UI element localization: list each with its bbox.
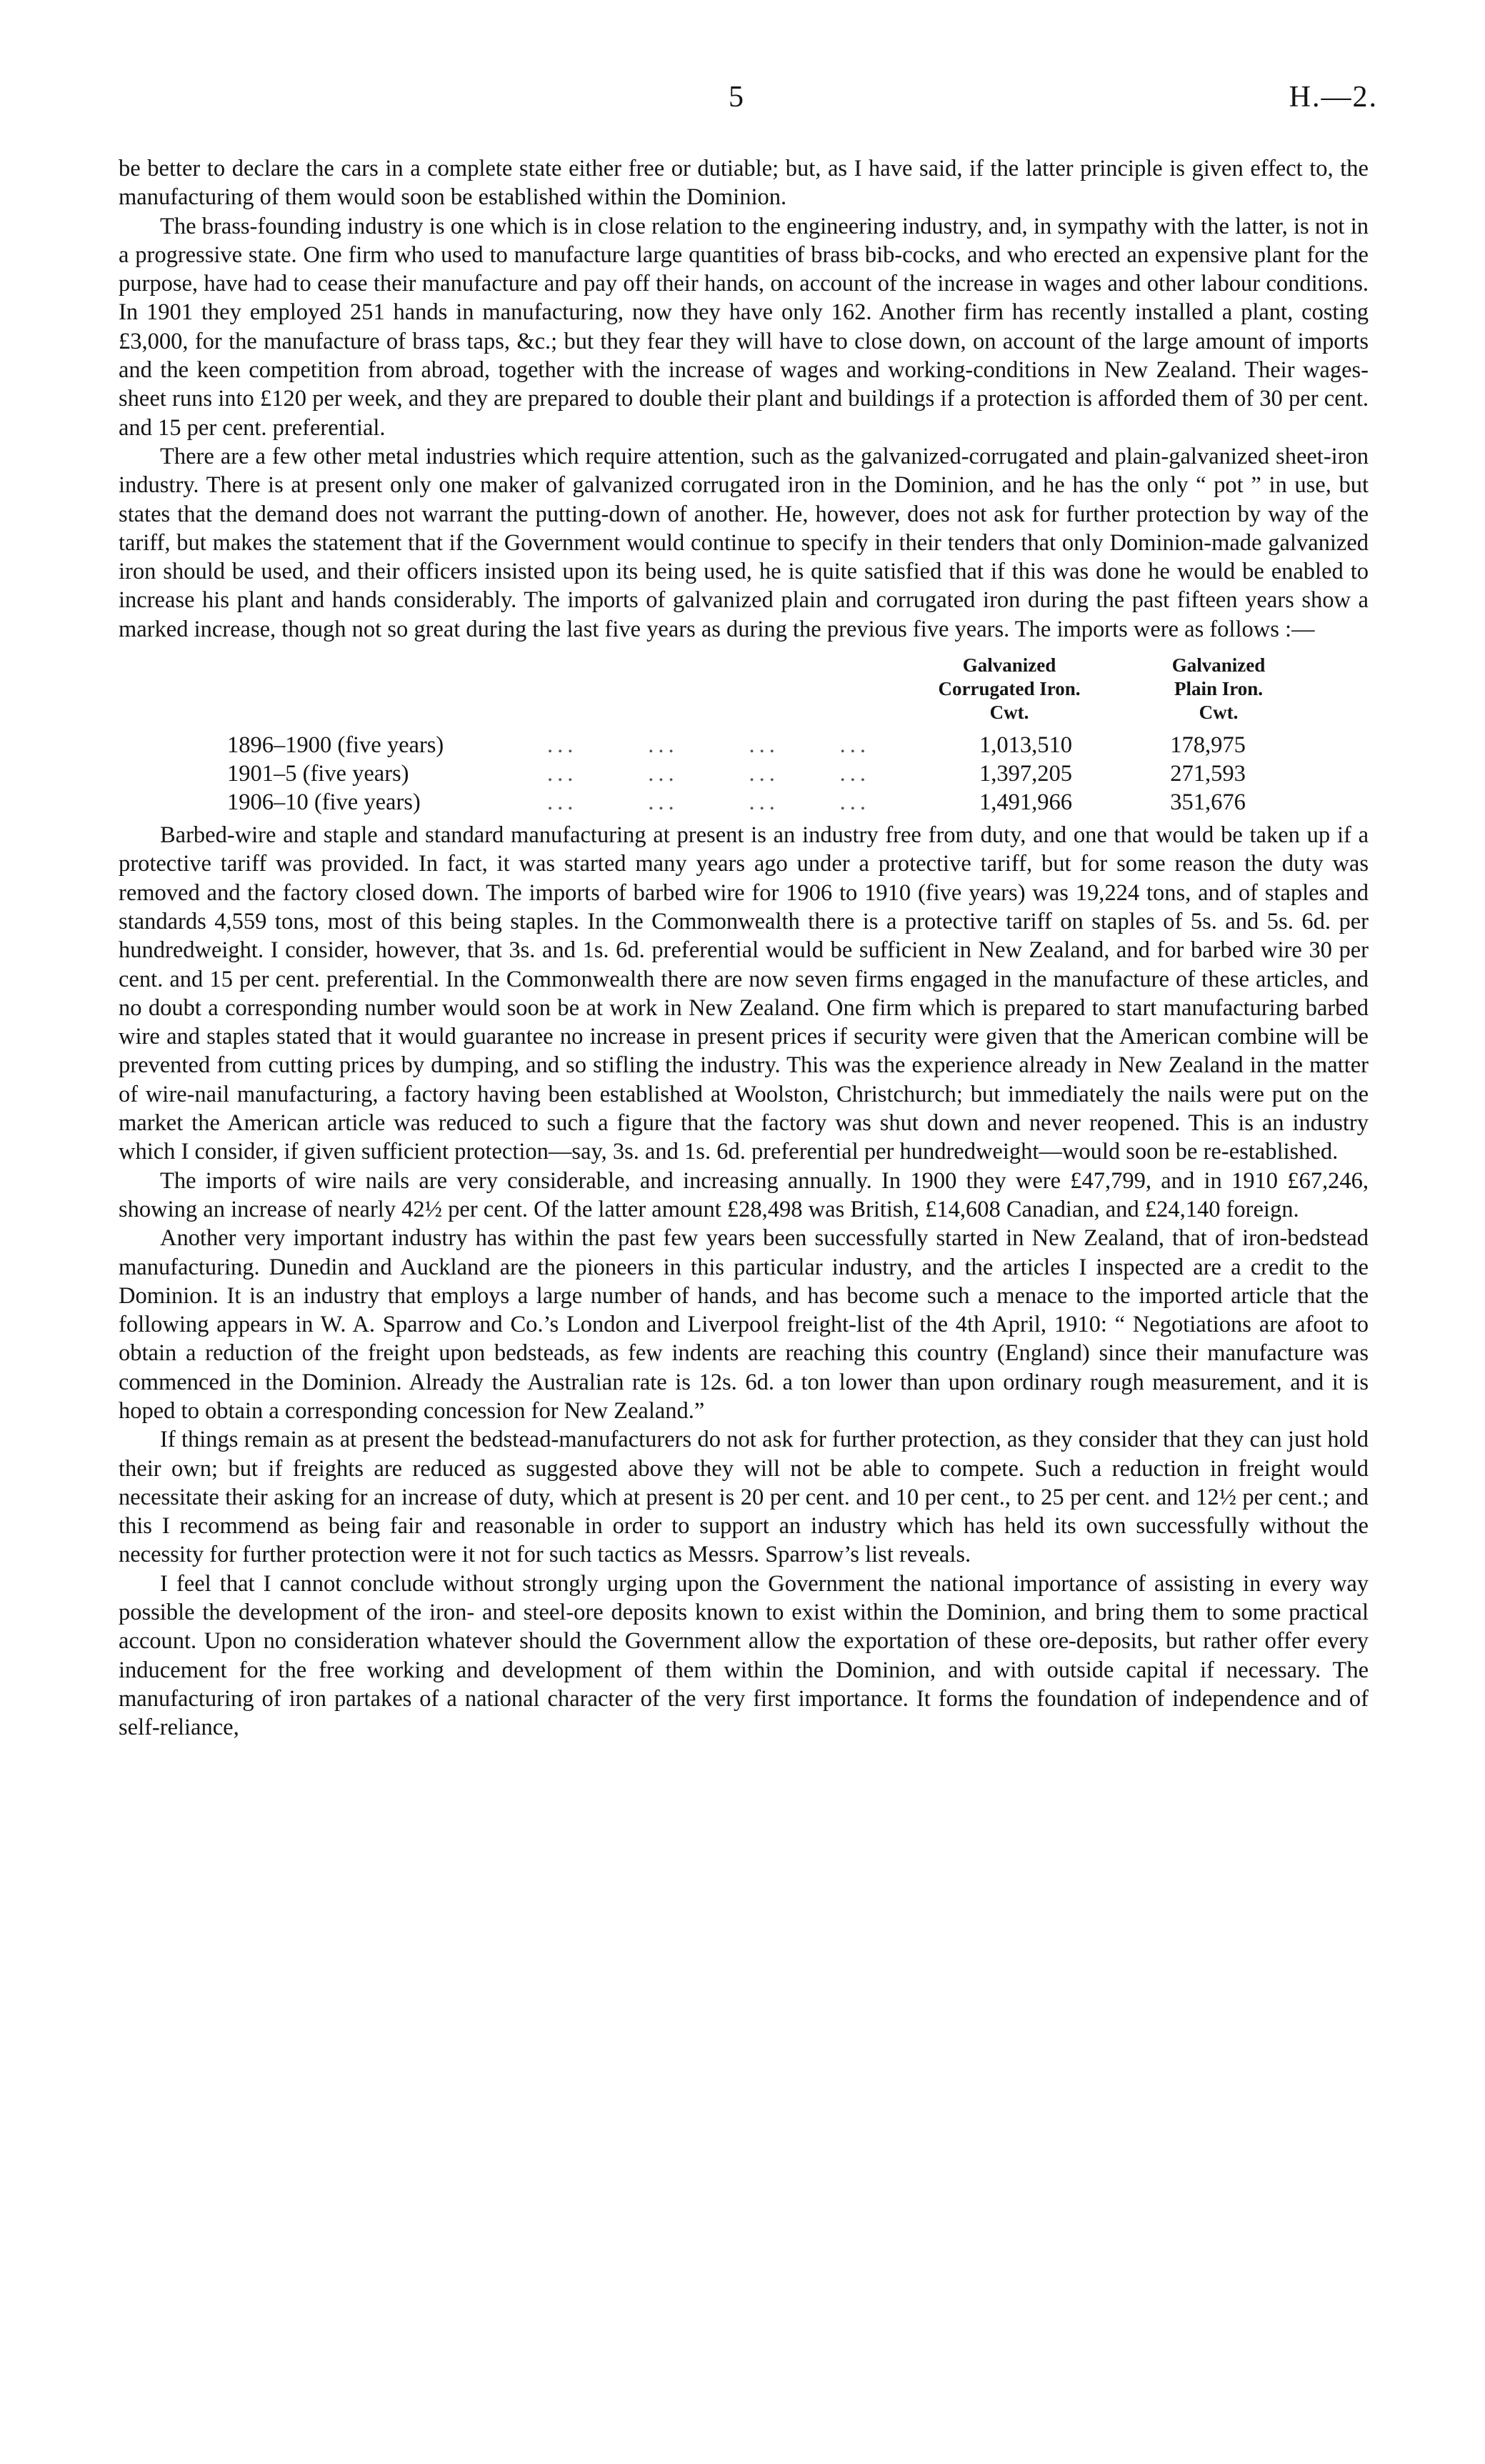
leader-dots: ... ... ... ... <box>547 761 870 787</box>
imports-table <box>119 654 1369 817</box>
paragraph-iron-bedsteads: Another very important industry has within the past few years been successfully started in New Zealand, that of iron-bedstead manufacturing. Dunedin and Auckland are the pioneers in this particular industry, and the articles I inspected are a credit to the Dominion. It is an industry that employs a large number of hands, and has become such a menace to the imported article that the following appears in W. A. Sparrow and Co.’s London and Liverpool freight-list of the 4th April, 1910: “ Negotiations are afoot to obtain a reduction of the freight upon bedsteads, as few indents are reaching this country (England) since their manufacture was commenced in the Dominion. Already the Australian rate is 12s. 6d. a ton lower than upon ordinary rough measurement, and it is hoped to obtain a corresponding concession for New Zealand.” <box>119 1225 1369 1424</box>
row-corrugated-value: 1,491,966 <box>979 789 1072 816</box>
row-period: 1901–5 (five years) <box>227 761 409 787</box>
row-period: 1906–10 (five years) <box>227 789 421 816</box>
paragraph-wire-nails: The imports of wire nails are very considerable, and increasing annually. In 1900 they were £47,799, and in 1910 £67,246, showing an increase of nearly 42½ per cent. Of the latter amount £28,498 was British, £14,608 Canadian, and £24,140 foreign. <box>119 1167 1369 1222</box>
table-row <box>119 731 1369 759</box>
column-header-line: Galvanized <box>1171 654 1266 677</box>
paragraph-barbed-wire: Barbed-wire and staple and standard manufacturing at present is an industry free from duty, and one that would be taken up if a protective tariff was provided. In fact, it was started many years ago under a protective tariff, but for some reason the duty was removed and the factory closed down. The imports of barbed wire for 1906 to 1910 (five years) was 19,224 tons, and of staples and standards 4,559 tons, most of this being staples. In the Commonwealth there is a protective tariff on staples of 5s. and 5s. 6d. per hundredweight. I consider, however, that 3s. and 1s. 6d. preferential would be sufficient in New Zealand, and for barbed wire 30 per cent. and 15 per cent. preferential. In the Commonwealth there are now seven firms engaged in the manufacture of these articles, and no doubt a corresponding number would soon be at work in New Zealand. One firm which is prepared to start manufacturing barbed wire and staples stated that it would guarantee no increase in present prices if security were given that the American combine will be prevented from cutting prices by dumping, and so stifling the industry. This was the experience already in New Zealand in the matter of wire-nail manufacturing, a factory having been established at Woolston, Christchurch; but immediately the nails were put on the market the American article was reduced to such a figure that the factory was shut down and never reopened. This is an industry which I consider, if given sufficient protection—say, 3s. and 1s. 6d. preferential per hundredweight—would soon be re-established. <box>119 822 1369 1165</box>
row-plain-value: 178,975 <box>1170 732 1246 759</box>
document-body <box>119 154 1369 1742</box>
paragraph-brass-founding: The brass-founding industry is one which is in close relation to the engineering industry, and, in sympathy with the latter, is not in a progressive state. One firm who used to manufacture large quantities of brass bib-cocks, and who erected an expensive plant for the purpose, have had to cease their manufacture and pay off their hands, on account of the increase in wages and other labour conditions. In 1901 they employed 251 hands in manufacturing, now they have only 162. Another firm has recently installed a plant, costing £3,000, for the manufacture of brass taps, &c.; but they fear they will have to close down, on account of the large amount of imports and the keen competition from abroad, together with the increase of wages and working-conditions in New Zealand. Their wages-sheet runs into £120 per week, and they are prepared to double their plant and buildings if a protection is afforded them of 30 per cent. and 15 per cent. preferential. <box>119 213 1369 441</box>
table-row <box>119 788 1369 817</box>
column-header-line: Cwt. <box>989 702 1029 724</box>
page-header <box>0 80 1485 123</box>
row-plain-value: 271,593 <box>1170 761 1246 787</box>
column-header-corrugated <box>906 654 1113 724</box>
table-row <box>119 759 1369 788</box>
leader-dots: ... ... ... ... <box>547 732 870 759</box>
row-plain-value: 351,676 <box>1170 789 1246 816</box>
row-period: 1896–1900 (five years) <box>227 732 444 759</box>
column-header-line: Corrugated Iron. <box>938 678 1081 700</box>
document-reference: H.—2. <box>1289 81 1378 114</box>
column-header-plain <box>1133 654 1304 724</box>
leader-dots: ... ... ... ... <box>547 789 870 816</box>
paragraph-bedstead-protection: If things remain as at present the bedstead-manufacturers do not ask for further protection, as they consider that they can just hold their own; but if freights are reduced as suggested above they will not be able to compete. Such a reduction in freight would necessitate their asking for an increase of duty, which at present is 20 per cent. and 10 per cent., to 25 per cent. and 12½ per cent.; and this I recommend as being fair and reasonable in order to support an industry which has held its own successfully without the necessity for further protection were it not for such tactics as Messrs. Sparrow’s list reveals. <box>119 1427 1369 1568</box>
paragraph-cars-duty: be better to declare the cars in a complete state either free or dutiable; but, as I have said, if the latter principle is given effect to, the manufacturing of them would soon be established within the Dominion. <box>119 156 1369 211</box>
column-header-line: Galvanized <box>962 654 1056 677</box>
column-header-line: Plain Iron. <box>1174 678 1264 700</box>
column-header-line: Cwt. <box>1199 702 1239 724</box>
row-corrugated-value: 1,013,510 <box>979 732 1072 759</box>
paragraph-galvanized-iron: There are a few other metal industries which require attention, such as the galvanized-corrugated and plain-galvanized sheet-iron industry. There is at present only one maker of galvanized corrugated iron in the Dominion, and he has the only “ pot ” in use, but states that the demand does not warrant the putting-down of another. He, however, does not ask for further protection by way of the tariff, but makes the statement that if the Government would continue to specify in their tenders that only Dominion-made galvanized iron should be used, and their officers insisted upon its being used, he is quite satisfied that if this was done he would be enabled to increase his plant and hands considerably. The imports of galvanized plain and corrugated iron during the past fifteen years show a marked increase, though not so great during the last five years as during the previous five years. The imports were as follows :— <box>119 443 1369 642</box>
row-corrugated-value: 1,397,205 <box>979 761 1072 787</box>
paragraph-iron-ore: I feel that I cannot conclude without strongly urging upon the Government the national importance of assisting in every way possible the development of the iron- and steel-ore deposits known to exist within the Dominion, and bring them to some practical account. Upon no consideration whatever should the Government allow the exportation of these ore-deposits, but rather offer every inducement for the free working and development of them within the Dominion, and with outside capital if necessary. The manufacturing of iron partakes of a national character of the very first importance. It forms the foundation of independence and of self-reliance, <box>119 1570 1369 1741</box>
page-number: 5 <box>729 81 744 114</box>
